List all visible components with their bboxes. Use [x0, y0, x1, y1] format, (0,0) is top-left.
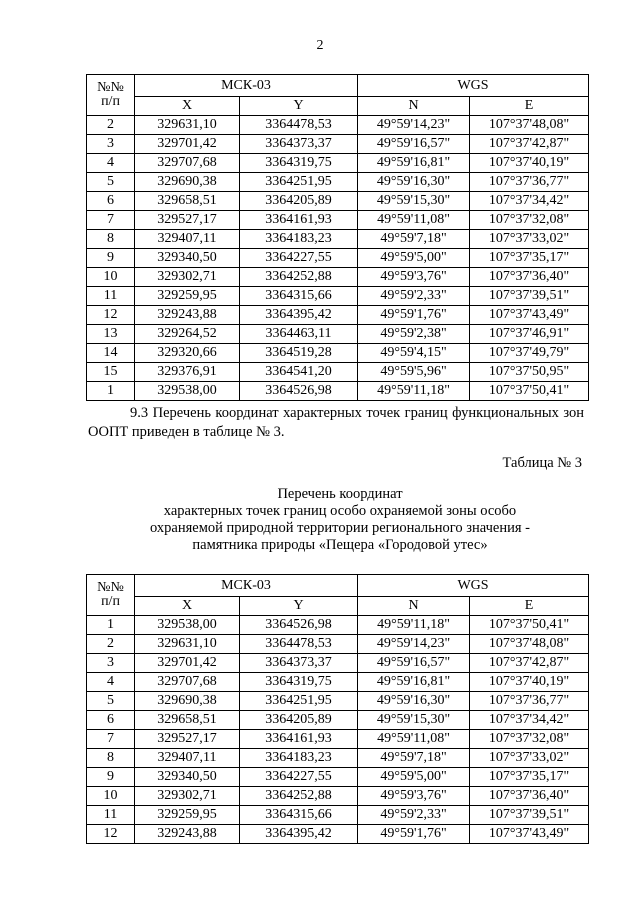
- y-cell: 3364541,20: [240, 363, 358, 382]
- y-cell: 3364395,42: [240, 825, 358, 844]
- x-header: X: [135, 97, 240, 116]
- y-cell: 3364252,88: [240, 787, 358, 806]
- e-cell: 107°37'48,08": [470, 635, 589, 654]
- x-cell: 329320,66: [135, 344, 240, 363]
- e-cell: 107°37'40,19": [470, 673, 589, 692]
- msk-group-header: МСК-03: [135, 575, 358, 597]
- e-cell: 107°37'36,77": [470, 692, 589, 711]
- y-cell: 3364463,11: [240, 325, 358, 344]
- e-cell: 107°37'43,49": [470, 825, 589, 844]
- y-header: Y: [240, 97, 358, 116]
- x-cell: 329701,42: [135, 135, 240, 154]
- num-cell: 4: [87, 673, 135, 692]
- num-cell: 5: [87, 692, 135, 711]
- table-body: [87, 116, 589, 401]
- y-cell: 3364395,42: [240, 306, 358, 325]
- num-cell: 1: [87, 616, 135, 635]
- n-cell: 49°59'11,18": [358, 616, 470, 635]
- num-cell: 7: [87, 211, 135, 230]
- e-cell: 107°37'32,08": [470, 730, 589, 749]
- table-row: [87, 673, 589, 692]
- paragraph-text: 9.3 Перечень координат характерных точек границ функциональных зон ООПТ приведен в таблице № 3.: [88, 405, 584, 440]
- num-header-top: №№: [97, 80, 124, 95]
- num-cell: 8: [87, 230, 135, 249]
- e-cell: 107°37'36,40": [470, 268, 589, 287]
- table-row: [87, 749, 589, 768]
- num-header-bottom: п/п: [101, 594, 120, 609]
- num-cell: 4: [87, 154, 135, 173]
- num-header: [87, 75, 135, 116]
- n-cell: 49°59'4,15": [358, 344, 470, 363]
- n-cell: 49°59'14,23": [358, 635, 470, 654]
- e-cell: 107°37'35,17": [470, 768, 589, 787]
- num-cell: 13: [87, 325, 135, 344]
- y-cell: 3364161,93: [240, 211, 358, 230]
- n-cell: 49°59'11,18": [358, 382, 470, 401]
- n-cell: 49°59'5,00": [358, 768, 470, 787]
- n-cell: 49°59'15,30": [358, 711, 470, 730]
- x-cell: 329302,71: [135, 787, 240, 806]
- e-cell: 107°37'32,08": [470, 211, 589, 230]
- n-cell: 49°59'7,18": [358, 749, 470, 768]
- x-cell: 329264,52: [135, 325, 240, 344]
- n-cell: 49°59'11,08": [358, 730, 470, 749]
- y-cell: 3364161,93: [240, 730, 358, 749]
- num-header-bottom: п/п: [101, 94, 120, 109]
- e-cell: 107°37'50,41": [470, 382, 589, 401]
- y-cell: 3364251,95: [240, 692, 358, 711]
- y-cell: 3364205,89: [240, 711, 358, 730]
- table-row: [87, 806, 589, 825]
- x-cell: 329259,95: [135, 287, 240, 306]
- e-cell: 107°37'36,77": [470, 173, 589, 192]
- y-cell: 3364478,53: [240, 116, 358, 135]
- n-cell: 49°59'11,08": [358, 211, 470, 230]
- table-label: Таблица № 3: [502, 455, 582, 471]
- table-row: [87, 135, 589, 154]
- n-cell: 49°59'16,57": [358, 135, 470, 154]
- num-cell: 2: [87, 635, 135, 654]
- num-cell: 10: [87, 787, 135, 806]
- n-cell: 49°59'15,30": [358, 192, 470, 211]
- n-cell: 49°59'2,33": [358, 287, 470, 306]
- num-cell: 12: [87, 825, 135, 844]
- n-cell: 49°59'7,18": [358, 230, 470, 249]
- x-cell: 329538,00: [135, 382, 240, 401]
- e-cell: 107°37'50,41": [470, 616, 589, 635]
- table-row: [87, 635, 589, 654]
- y-cell: 3364319,75: [240, 673, 358, 692]
- table-row: [87, 230, 589, 249]
- page-number: 2: [316, 38, 324, 53]
- num-cell: 10: [87, 268, 135, 287]
- e-cell: 107°37'33,02": [470, 749, 589, 768]
- x-cell: 329243,88: [135, 825, 240, 844]
- table-row: [87, 787, 589, 806]
- num-cell: 5: [87, 173, 135, 192]
- num-header-top: №№: [97, 580, 124, 595]
- x-cell: 329707,68: [135, 154, 240, 173]
- x-cell: 329340,50: [135, 768, 240, 787]
- table-row: [87, 344, 589, 363]
- y-cell: 3364519,28: [240, 344, 358, 363]
- x-cell: 329340,50: [135, 249, 240, 268]
- table-row: [87, 173, 589, 192]
- num-cell: 3: [87, 654, 135, 673]
- e-cell: 107°37'50,95": [470, 363, 589, 382]
- y-cell: 3364227,55: [240, 768, 358, 787]
- wgs-group-header: WGS: [358, 575, 589, 597]
- msk-group-header: МСК-03: [135, 75, 358, 97]
- num-cell: 9: [87, 768, 135, 787]
- y-cell: 3364373,37: [240, 135, 358, 154]
- table-row: [87, 363, 589, 382]
- table-row: [87, 154, 589, 173]
- table-title-line: характерных точек границ особо охраняемой зоны особо: [163, 503, 517, 519]
- y-cell: 3364526,98: [240, 616, 358, 635]
- e-cell: 107°37'34,42": [470, 711, 589, 730]
- num-cell: 2: [87, 116, 135, 135]
- num-cell: 11: [87, 806, 135, 825]
- n-cell: 49°59'1,76": [358, 825, 470, 844]
- table-row: [87, 287, 589, 306]
- x-cell: 329527,17: [135, 730, 240, 749]
- n-cell: 49°59'2,33": [358, 806, 470, 825]
- table-row: [87, 192, 589, 211]
- e-cell: 107°37'49,79": [470, 344, 589, 363]
- num-cell: 11: [87, 287, 135, 306]
- y-cell: 3364315,66: [240, 287, 358, 306]
- n-cell: 49°59'14,23": [358, 116, 470, 135]
- table-row: [87, 692, 589, 711]
- n-header: N: [358, 597, 470, 616]
- e-cell: 107°37'39,51": [470, 806, 589, 825]
- e-cell: 107°37'35,17": [470, 249, 589, 268]
- n-cell: 49°59'5,96": [358, 363, 470, 382]
- n-header: N: [358, 97, 470, 116]
- table-row: [87, 654, 589, 673]
- num-cell: 9: [87, 249, 135, 268]
- y-cell: 3364205,89: [240, 192, 358, 211]
- x-cell: 329707,68: [135, 673, 240, 692]
- num-cell: 8: [87, 749, 135, 768]
- y-cell: 3364252,88: [240, 268, 358, 287]
- num-cell: 6: [87, 192, 135, 211]
- x-cell: 329631,10: [135, 116, 240, 135]
- e-cell: 107°37'46,91": [470, 325, 589, 344]
- y-cell: 3364315,66: [240, 806, 358, 825]
- x-cell: 329631,10: [135, 635, 240, 654]
- y-cell: 3364373,37: [240, 654, 358, 673]
- x-cell: 329658,51: [135, 192, 240, 211]
- table-title-line: охраняемой природной территории регионального значения -: [150, 520, 530, 536]
- num-header: [87, 575, 135, 616]
- n-cell: 49°59'5,00": [358, 249, 470, 268]
- table-row: [87, 268, 589, 287]
- num-cell: 6: [87, 711, 135, 730]
- x-cell: 329259,95: [135, 806, 240, 825]
- table-title-line: памятника природы «Пещера «Городовой утес»: [192, 537, 488, 553]
- table-row: [87, 711, 589, 730]
- n-cell: 49°59'16,81": [358, 154, 470, 173]
- num-cell: 14: [87, 344, 135, 363]
- num-cell: 1: [87, 382, 135, 401]
- num-cell: 7: [87, 730, 135, 749]
- e-cell: 107°37'33,02": [470, 230, 589, 249]
- n-cell: 49°59'2,38": [358, 325, 470, 344]
- table-title: [110, 486, 570, 554]
- num-cell: 3: [87, 135, 135, 154]
- x-cell: 329407,11: [135, 230, 240, 249]
- table-row: [87, 249, 589, 268]
- wgs-group-header: WGS: [358, 75, 589, 97]
- e-cell: 107°37'40,19": [470, 154, 589, 173]
- x-cell: 329302,71: [135, 268, 240, 287]
- table-row: [87, 825, 589, 844]
- e-cell: 107°37'39,51": [470, 287, 589, 306]
- y-cell: 3364183,23: [240, 749, 358, 768]
- table-row: [87, 382, 589, 401]
- x-cell: 329690,38: [135, 692, 240, 711]
- n-cell: 49°59'16,81": [358, 673, 470, 692]
- e-cell: 107°37'34,42": [470, 192, 589, 211]
- n-cell: 49°59'1,76": [358, 306, 470, 325]
- e-header: E: [470, 597, 589, 616]
- x-cell: 329527,17: [135, 211, 240, 230]
- coordinates-table-1: [86, 74, 589, 401]
- e-cell: 107°37'36,40": [470, 787, 589, 806]
- table-row: [87, 325, 589, 344]
- n-cell: 49°59'16,30": [358, 692, 470, 711]
- y-cell: 3364251,95: [240, 173, 358, 192]
- num-cell: 12: [87, 306, 135, 325]
- n-cell: 49°59'16,57": [358, 654, 470, 673]
- table-row: [87, 730, 589, 749]
- table-row: [87, 211, 589, 230]
- table-row: [87, 616, 589, 635]
- y-cell: 3364227,55: [240, 249, 358, 268]
- n-cell: 49°59'3,76": [358, 787, 470, 806]
- e-cell: 107°37'42,87": [470, 135, 589, 154]
- x-header: X: [135, 597, 240, 616]
- x-cell: 329538,00: [135, 616, 240, 635]
- table-body: [87, 616, 589, 844]
- e-cell: 107°37'42,87": [470, 654, 589, 673]
- x-cell: 329243,88: [135, 306, 240, 325]
- y-cell: 3364183,23: [240, 230, 358, 249]
- y-cell: 3364526,98: [240, 382, 358, 401]
- coordinates-table-2: [86, 574, 589, 844]
- table-row: [87, 768, 589, 787]
- num-cell: 15: [87, 363, 135, 382]
- table-title-line: Перечень координат: [277, 486, 403, 502]
- n-cell: 49°59'3,76": [358, 268, 470, 287]
- x-cell: 329376,91: [135, 363, 240, 382]
- y-cell: 3364478,53: [240, 635, 358, 654]
- y-cell: 3364319,75: [240, 154, 358, 173]
- y-header: Y: [240, 597, 358, 616]
- e-cell: 107°37'48,08": [470, 116, 589, 135]
- x-cell: 329701,42: [135, 654, 240, 673]
- e-header: E: [470, 97, 589, 116]
- n-cell: 49°59'16,30": [358, 173, 470, 192]
- table-row: [87, 116, 589, 135]
- x-cell: 329658,51: [135, 711, 240, 730]
- table-row: [87, 306, 589, 325]
- x-cell: 329690,38: [135, 173, 240, 192]
- x-cell: 329407,11: [135, 749, 240, 768]
- e-cell: 107°37'43,49": [470, 306, 589, 325]
